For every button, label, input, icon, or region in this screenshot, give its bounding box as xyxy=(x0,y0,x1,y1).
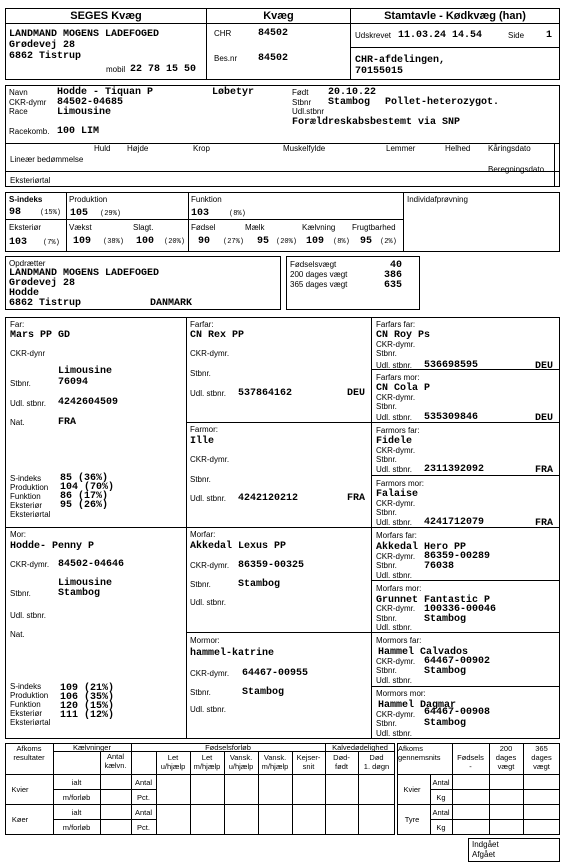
mm-mor-udl-label: Udl. stbnr. xyxy=(376,729,413,738)
ff-far-name: CN Roy Ps xyxy=(376,330,431,341)
fm-far-udl-label: Udl. stbnr. xyxy=(376,465,413,474)
linear-col-helhed: Helhed xyxy=(445,144,471,153)
linear-col-krop: Krop xyxy=(193,144,210,153)
kaelvning-label: Kælvning xyxy=(302,223,336,232)
mm-far-udl-label: Udl. stbnr. xyxy=(376,676,413,685)
fm-mor-ckr-label: CKR-dymr. xyxy=(376,499,416,508)
funktion-value: 103 xyxy=(191,208,210,219)
mm-mor-ckr-label: CKR-dymr. xyxy=(376,710,416,719)
loebetyr: Løbetyr xyxy=(212,87,255,98)
mormor-ckr-value: 64467-00955 xyxy=(242,668,309,679)
d200-header-3: vægt xyxy=(497,762,515,771)
mor-ckr-value: 84502-04646 xyxy=(58,559,125,570)
let-mhj-header-1: Let xyxy=(201,753,213,762)
foedselsforloeb-header: Fødselsforløb xyxy=(205,743,251,752)
doedfoedt-header-1: Død- xyxy=(333,753,350,762)
far-label: Far: xyxy=(10,320,25,329)
farmor-udl-label: Udl. stbnr. xyxy=(190,494,227,503)
farfar-udl-value: 537864162 xyxy=(238,388,293,399)
mormor-label: Mormor: xyxy=(190,636,220,645)
fm-far-ckr-label: CKR-dymr. xyxy=(376,446,416,455)
mf-mor-stbnr-label: Stbnr. xyxy=(376,614,397,623)
pollet-status: Pollet-heterozygot. xyxy=(385,97,500,108)
w365-label: 365 dages vægt xyxy=(290,280,348,289)
kejsersnit-header-2: snit xyxy=(302,762,315,771)
morfar-udl-label: Udl. stbnr. xyxy=(190,598,227,607)
mm-far-stbnr-label: Stbnr. xyxy=(376,666,397,675)
mm-far-name: Hammel Calvados xyxy=(378,647,469,658)
header-title-kvaeg: Kvæg xyxy=(263,10,294,22)
slagt-label: Slagt. xyxy=(133,223,154,232)
farmor-ckr-label: CKR-dymr. xyxy=(190,455,230,464)
mormor-ckr-label: CKR-dymr. xyxy=(190,669,230,678)
vaekst-pct: (38%) xyxy=(103,238,125,246)
ff-mor-nat: DEU xyxy=(535,413,554,424)
produktion-label: Produktion xyxy=(69,195,108,204)
foedsels-dash: - xyxy=(469,762,472,771)
kalvedoedelighed-header: Kalvedødelighed xyxy=(332,743,388,752)
besnr-label: Bes.nr xyxy=(214,54,238,63)
frugtbarhed-value: 95 xyxy=(360,236,373,247)
farmor-name: Ille xyxy=(190,436,215,447)
doedfoedt-header-2: født xyxy=(335,762,348,771)
far-funktion-label: Funktion xyxy=(10,492,41,501)
foedselsvaegt-label: Fødselsvægt xyxy=(290,260,337,269)
foedsel-value: 90 xyxy=(198,236,211,247)
race-value: Limousine xyxy=(57,107,112,118)
koeer-ialt: ialt xyxy=(71,808,82,817)
mf-far-stbnr-label: Stbnr. xyxy=(376,561,397,570)
farfar-name: CN Rex PP xyxy=(190,330,245,341)
funktion-label: Funktion xyxy=(191,195,222,204)
header-title-seges: SEGES Kvæg xyxy=(70,10,142,22)
side-label: Side xyxy=(508,31,525,40)
frugtbarhed-label: Frugtbarhed xyxy=(352,223,396,232)
foraeldreskab: Forældreskabsbestemt via SNP xyxy=(292,117,461,128)
mor-eksterioer: 111 (12%) xyxy=(60,710,115,721)
mf-mor-ckr-value: 100336-00046 xyxy=(424,604,497,615)
koeer-antal: Antal xyxy=(134,808,153,817)
udl-label: Udl.stbnr xyxy=(292,107,325,116)
antal-kaelvn-header-2: kælvn. xyxy=(104,761,127,770)
right-kvier-label: Kvier xyxy=(403,785,421,794)
afgaaet-label: Afgået xyxy=(472,850,496,859)
funktion-pct: (8%) xyxy=(229,210,246,218)
far-udl-value: 4242604509 xyxy=(58,397,119,408)
breeder-country: DANMARK xyxy=(150,298,193,309)
mor-udl-label: Udl. stbnr. xyxy=(10,611,47,620)
stbnr-label: Stbnr xyxy=(292,98,312,107)
mf-far-name: Akkedal Hero PP xyxy=(376,542,467,553)
race-label: Race xyxy=(9,107,28,116)
mf-mor-ckr-label: CKR-dymr. xyxy=(376,604,416,613)
owner-name: LANDMAND MOGENS LADEFOGED xyxy=(9,29,160,40)
afkom-resultater-label-1: Afkoms xyxy=(16,744,42,753)
maelk-label: Mælk xyxy=(245,223,265,232)
doed1doegn-header-1: Død xyxy=(369,753,384,762)
produktion-value: 105 xyxy=(70,208,89,219)
kaelvninger-header: Kælvninger xyxy=(73,743,111,752)
w200-value: 386 xyxy=(384,270,403,281)
far-udl-label: Udl. stbnr. xyxy=(10,399,47,408)
racekomb-value: 100 LIM xyxy=(57,126,100,137)
fm-mor-label: Farmors mor: xyxy=(376,479,424,488)
eksterioer-pct: (7%) xyxy=(43,239,60,247)
mm-mor-label: Mormors mor: xyxy=(376,689,426,698)
kaelvning-pct: (8%) xyxy=(333,238,350,246)
ckr-value: 84502-04685 xyxy=(57,97,124,108)
right-kvier-antal: Antal xyxy=(432,778,450,787)
mor-stbnr-label: Stbnr. xyxy=(10,589,31,598)
beregningsdato: Beregningsdato xyxy=(488,165,545,174)
morfar-ckr-label: CKR-dymr. xyxy=(190,561,230,570)
mormor-name: hammel-katrine xyxy=(190,648,275,659)
vansk-mhj-header-1: Vansk. xyxy=(263,753,287,762)
mf-mor-label: Morfars mor: xyxy=(376,584,422,593)
w365-value: 635 xyxy=(384,280,403,291)
mor-sindeks-label: S-indeks xyxy=(10,682,42,691)
mor-eksterioertal-label: Eksteriørtal xyxy=(10,718,51,727)
chr-value: 84502 xyxy=(258,28,289,39)
owner-city: 6862 Tistrup xyxy=(9,51,82,62)
navn-value: Hodde - Tiquan P xyxy=(57,87,154,98)
far-sindeks-label: S-indeks xyxy=(10,474,42,483)
far-eksterioertal-label: Eksteriørtal xyxy=(10,510,51,519)
ckr-label: CKR-dymr xyxy=(9,98,47,107)
morfar-stbnr-label: Stbnr. xyxy=(190,580,211,589)
ff-far-ckr-label: CKR-dymr. xyxy=(376,340,416,349)
ff-mor-label: Farfars mor: xyxy=(376,373,420,382)
far-nat-label: Nat. xyxy=(10,418,25,427)
mm-far-ckr-label: CKR-dymr. xyxy=(376,657,416,666)
vaekst-value: 109 xyxy=(73,236,92,247)
linear-col-muskelfylde: Muskelfylde xyxy=(283,144,326,153)
vansk-uhj-header-1: Vansk. xyxy=(229,753,253,762)
mor-produktion: 106 (35%) xyxy=(60,692,115,703)
far-ckr-label: CKR-dynr xyxy=(10,349,46,358)
fm-far-name: Fidele xyxy=(376,436,413,447)
far-stbnr-value: 76094 xyxy=(58,377,89,388)
mf-far-stbnr-value: 76038 xyxy=(424,561,455,572)
d200-header-1: 200 xyxy=(499,744,513,753)
fm-mor-name: Falaise xyxy=(376,489,419,500)
let-uhj-header-2: u/hjælp xyxy=(160,762,186,771)
maelk-pct: (20%) xyxy=(276,238,298,246)
produktion-pct: (29%) xyxy=(100,210,122,218)
foedt-value: 20.10.22 xyxy=(328,87,377,98)
kvier-row-label: Kvier xyxy=(11,785,29,794)
mf-mor-udl-label: Udl. stbnr. xyxy=(376,623,413,632)
far-funktion: 86 (17%) xyxy=(60,491,109,502)
slagt-value: 100 xyxy=(136,236,155,247)
kvier-mforloeb: m/forløb xyxy=(62,793,91,802)
farfar-stbnr-label: Stbnr. xyxy=(190,369,211,378)
mf-far-label: Morfars far: xyxy=(376,531,417,540)
ff-mor-ckr-label: CKR-dymr. xyxy=(376,393,416,402)
farfar-ckr-label: CKR-dymr. xyxy=(190,349,230,358)
ff-mor-name: CN Cola P xyxy=(376,383,431,394)
mm-mor-stbnr-label: Stbnr. xyxy=(376,719,397,728)
stbnr-value: Stambog xyxy=(328,97,371,108)
fm-far-label: Farmors far: xyxy=(376,426,420,435)
foedsel-pct: (27%) xyxy=(223,238,245,246)
foedt-label: Født xyxy=(292,88,309,97)
fm-far-stbnr-label: Stbnr. xyxy=(376,455,397,464)
chr-afd-line1: CHR-afdelingen, xyxy=(355,55,446,66)
koeer-pct: Pct. xyxy=(137,823,150,832)
fm-mor-nat: FRA xyxy=(535,518,554,529)
vansk-uhj-header-2: u/hjælp xyxy=(228,762,254,771)
indgaaet-label: Indgået xyxy=(472,840,499,849)
vaekst-label: Vækst xyxy=(69,223,92,232)
linear-col-kaaringsdato: Kåringsdato xyxy=(488,144,531,153)
far-stbnr-label: Stbnr. xyxy=(10,379,31,388)
morfar-ckr-value: 86359-00325 xyxy=(238,560,305,571)
far-produktion: 104 (70%) xyxy=(60,482,115,493)
individafproevning-label: Individafprøvning xyxy=(407,195,468,204)
fm-mor-stbnr-label: Stbnr. xyxy=(376,508,397,517)
mor-label: Mor: xyxy=(10,530,26,539)
kvier-pct: Pct. xyxy=(137,793,150,802)
mf-mor-stbnr-value: Stambog xyxy=(424,614,467,625)
mor-stbnr-value: Stambog xyxy=(58,588,101,599)
maelk-value: 95 xyxy=(257,236,270,247)
farfar-udl-label: Udl. stbnr. xyxy=(190,389,227,398)
mor-ckr-label: CKR-dymr. xyxy=(10,560,50,569)
ff-mor-udl-label: Udl. stbnr. xyxy=(376,413,413,422)
mm-far-label: Mormors far: xyxy=(376,636,422,645)
mormor-stbnr-label: Stbnr. xyxy=(190,688,211,697)
mor-sindeks: 109 (21%) xyxy=(60,683,115,694)
ff-far-udl-label: Udl. stbnr. xyxy=(376,361,413,370)
right-kvier-kg: Kg xyxy=(436,793,446,802)
kvier-antal: Antal xyxy=(134,778,153,787)
ff-mor-udl-value: 535309846 xyxy=(424,412,479,423)
farmor-stbnr-label: Stbnr. xyxy=(190,475,211,484)
eksterioertal-label: Eksteriørtal xyxy=(10,176,51,185)
sindeks-label: S-indeks xyxy=(9,195,43,204)
sindeks-pct: (15%) xyxy=(40,209,62,217)
mor-nat-label: Nat. xyxy=(10,630,25,639)
morfar-label: Morfar: xyxy=(190,530,216,539)
mm-mor-ckr-value: 64467-00908 xyxy=(424,707,491,718)
mf-far-ckr-label: CKR-dymr. xyxy=(376,552,416,561)
d200-header-2: dages xyxy=(495,753,517,762)
farmor-udl-value: 4242120212 xyxy=(238,493,299,504)
doed1doegn-header-2: 1. døgn xyxy=(363,762,390,771)
eksterioer-label: Eksteriør xyxy=(9,223,41,232)
slagt-pct: (20%) xyxy=(164,238,186,246)
right-tyre-label: Tyre xyxy=(404,815,420,824)
mobil-label: mobil xyxy=(106,65,126,74)
kejsersnit-header-1: Kejser- xyxy=(296,753,321,762)
breeder-label: Opdrætter xyxy=(9,259,46,268)
linear-col-huld: Huld xyxy=(94,144,111,153)
d365-header-1: 365 xyxy=(535,744,548,753)
antal-kaelvn-header-1: Antal xyxy=(106,752,125,761)
far-name: Mars PP GD xyxy=(10,330,71,341)
farfar-label: Farfar: xyxy=(190,320,214,329)
mor-funktion: 120 (15%) xyxy=(60,701,115,712)
morfar-stbnr-value: Stambog xyxy=(238,579,281,590)
ff-far-label: Farfars far: xyxy=(376,320,416,329)
farmor-label: Farmor: xyxy=(190,425,218,434)
let-uhj-header-1: Let xyxy=(167,753,179,762)
breeder-city: 6862 Tistrup xyxy=(9,298,82,309)
mor-name: Hodde- Penny P xyxy=(10,541,95,552)
mor-funktion-label: Funktion xyxy=(10,700,41,709)
breeder-street: Grødevej 28 xyxy=(9,278,76,289)
breeder-place: Hodde xyxy=(9,288,40,299)
koeer-row-label: Køer xyxy=(11,815,29,824)
chr-afd-line2: 70155015 xyxy=(355,66,404,77)
d365-header-3: vægt xyxy=(533,762,550,771)
far-sindeks: 85 (36%) xyxy=(60,473,109,484)
let-mhj-header-2: m/hjælp xyxy=(193,762,221,771)
racekomb-label: Racekomb. xyxy=(9,127,50,136)
linear-col-hoejde: Højde xyxy=(127,144,149,153)
navn-label: Navn xyxy=(9,88,28,97)
d365-header-2: dages xyxy=(531,753,552,762)
chr-label: CHR xyxy=(214,29,232,38)
fm-far-nat: FRA xyxy=(535,465,554,476)
ff-mor-stbnr-label: Stbnr. xyxy=(376,402,397,411)
mm-far-ckr-value: 64467-00902 xyxy=(424,656,491,667)
vansk-mhj-header-2: m/hjælp xyxy=(261,762,289,771)
kaelvning-value: 109 xyxy=(306,236,325,247)
mor-produktion-label: Produktion xyxy=(10,691,49,700)
frugtbarhed-pct: (2%) xyxy=(380,238,397,246)
linear-col-lemmer: Lemmer xyxy=(386,144,416,153)
far-race: Limousine xyxy=(58,366,113,377)
farfar-nat: DEU xyxy=(347,388,366,399)
fm-mor-udl-label: Udl. stbnr. xyxy=(376,518,413,527)
mormor-udl-label: Udl. stbnr. xyxy=(190,705,227,714)
mor-race: Limousine xyxy=(58,578,113,589)
besnr-value: 84502 xyxy=(258,53,289,64)
far-eksterioer-label: Eksteriør xyxy=(10,501,42,510)
eksterioer-value: 103 xyxy=(9,237,28,248)
udskrevet-value: 11.03.24 14.54 xyxy=(398,30,483,41)
sindeks-value: 98 xyxy=(9,207,22,218)
header-title-stamtavle: Stamtavle - Kødkvæg (han) xyxy=(384,10,526,22)
breeder-name: LANDMAND MOGENS LADEFOGED xyxy=(9,268,160,279)
foedsels-header: Fødsels xyxy=(457,753,484,762)
ff-far-udl-value: 536698595 xyxy=(424,360,479,371)
side-value: 1 xyxy=(546,30,553,41)
kvier-ialt: ialt xyxy=(71,778,82,787)
morfar-name: Akkedal Lexus PP xyxy=(190,541,287,552)
mor-eksterioer-label: Eksteriør xyxy=(10,709,42,718)
right-tyre-kg: Kg xyxy=(436,823,446,832)
mm-mor-name: Hammel Dagmar xyxy=(378,700,457,711)
far-eksterioer: 95 (26%) xyxy=(60,500,109,511)
fm-mor-udl-value: 4241712079 xyxy=(424,517,485,528)
ff-far-nat: DEU xyxy=(535,361,554,372)
afkom-gennemsnit-label-1: Afkoms xyxy=(398,744,424,753)
farmor-nat: FRA xyxy=(347,493,366,504)
mormor-stbnr-value: Stambog xyxy=(242,687,285,698)
linear-row-label: Lineær bedømmelse xyxy=(10,155,84,164)
afkom-gennemsnit-label-2: gennemsnits xyxy=(398,753,441,762)
foedselsvaegt-value: 40 xyxy=(390,260,403,271)
mm-far-stbnr-value: Stambog xyxy=(424,666,467,677)
owner-street: Grødevej 28 xyxy=(9,40,76,51)
foedsel-label: Fødsel xyxy=(191,223,216,232)
far-nat-value: FRA xyxy=(58,417,77,428)
w200-label: 200 dages vægt xyxy=(290,270,348,279)
afkom-resultater-label-2: resultater xyxy=(13,753,45,762)
mf-far-udl-label: Udl. stbnr. xyxy=(376,571,413,580)
mf-mor-name: Grunnet Fantastic P xyxy=(376,595,491,606)
right-tyre-antal: Antal xyxy=(432,808,450,817)
far-produktion-label: Produktion xyxy=(10,483,49,492)
mm-mor-stbnr-value: Stambog xyxy=(424,718,467,729)
mf-far-ckr-value: 86359-00289 xyxy=(424,551,491,562)
fm-far-udl-value: 2311392092 xyxy=(424,464,485,475)
udskrevet-label: Udskrevet xyxy=(355,31,392,40)
ff-far-stbnr-label: Stbnr. xyxy=(376,349,397,358)
koeer-mforloeb: m/forløb xyxy=(62,823,91,832)
mobil-value: 22 78 15 50 xyxy=(130,64,197,75)
